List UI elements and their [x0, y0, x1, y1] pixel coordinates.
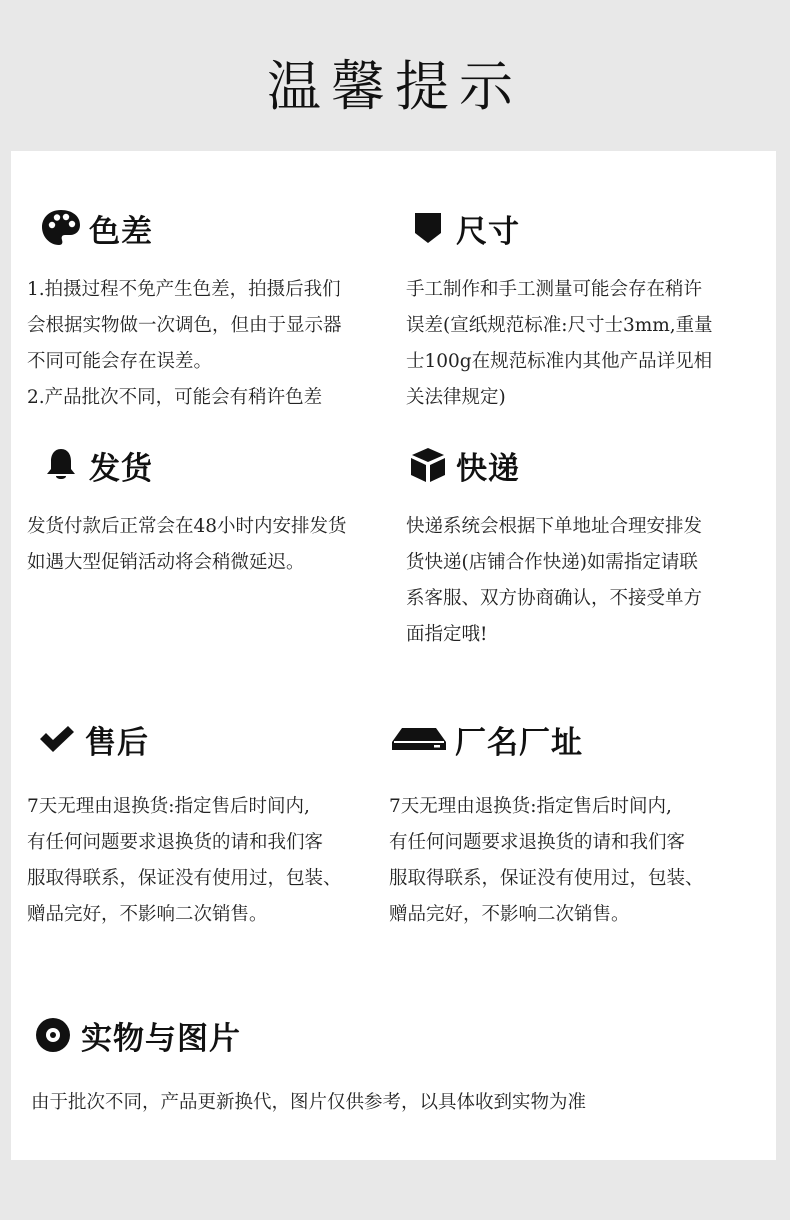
section-body — [406, 272, 766, 416]
section-factory — [389, 717, 769, 933]
text-line: 如遇大型促销活动将会稍微延迟。 — [27, 552, 305, 573]
section-title: 实物与图片 — [81, 1020, 241, 1057]
section-title: 厂名厂址 — [455, 724, 583, 761]
text-line: 有任何问题要求退换货的请和我们客 — [389, 832, 686, 853]
text-line: 手工制作和手工测量可能会存在稍许 — [406, 279, 703, 300]
bell-icon — [39, 443, 83, 487]
section-color-difference — [27, 206, 399, 416]
text-line: 服取得联系，保证没有使用过，包装、 — [389, 868, 704, 889]
section-body — [31, 1085, 761, 1121]
text-line: 误差(宣纸规范标准:尺寸士3mm,重量 — [406, 315, 713, 336]
checkmark-icon — [35, 717, 79, 761]
text-line: 有任何问题要求退换货的请和我们客 — [27, 832, 324, 853]
text-line: 士100g在规范标准内其他产品详见相 — [406, 351, 713, 372]
section-title: 快递 — [456, 450, 520, 487]
section-title: 发货 — [89, 450, 153, 487]
section-size — [406, 206, 766, 416]
shield-icon — [406, 206, 450, 250]
disc-icon — [31, 1013, 75, 1057]
section-real-vs-picture — [31, 1013, 761, 1121]
section-body — [406, 509, 766, 653]
text-line: 面指定哦! — [406, 624, 488, 645]
text-line: 货快递(店铺合作快递)如需指定请联 — [406, 552, 698, 573]
text-line: 不同可能会存在误差。 — [27, 351, 213, 372]
text-line: 系客服、双方协商确认，不接受单方 — [406, 588, 703, 609]
section-express — [406, 443, 766, 653]
text-line: 由于批次不同，产品更新换代，图片仅供参考，以具体收到实物为准 — [31, 1092, 587, 1113]
text-line: 1.拍摄过程不免产生色差，拍摄后我们 — [27, 279, 341, 300]
section-title: 色差 — [89, 213, 153, 250]
notice-card — [11, 151, 776, 1160]
device-icon — [389, 717, 449, 761]
section-body — [27, 509, 409, 581]
section-body — [27, 789, 395, 933]
text-line: 发货付款后正常会在48小时内安排发货 — [27, 516, 347, 537]
section-body — [27, 272, 399, 416]
palette-icon — [39, 206, 83, 250]
text-line: 2.产品批次不同，可能会有稍许色差 — [27, 387, 323, 408]
section-title: 尺寸 — [456, 213, 520, 250]
text-line: 服取得联系，保证没有使用过，包装、 — [27, 868, 342, 889]
section-body — [389, 789, 769, 933]
section-shipping — [27, 443, 409, 581]
text-line: 会根据实物做一次调色，但由于显示器 — [27, 315, 342, 336]
text-line: 关法律规定) — [406, 387, 506, 408]
text-line: 快递系统会根据下单地址合理安排发 — [406, 516, 703, 537]
section-after-sales — [27, 717, 395, 933]
text-line: 7天无理由退换货:指定售后时间内, — [389, 796, 672, 817]
box-icon — [406, 443, 450, 487]
text-line: 7天无理由退换货:指定售后时间内, — [27, 796, 310, 817]
page-title: 温馨提示 — [267, 55, 523, 118]
section-title: 售后 — [85, 724, 149, 761]
text-line: 赠品完好，不影响二次销售。 — [27, 904, 268, 925]
text-line: 赠品完好，不影响二次销售。 — [389, 904, 630, 925]
